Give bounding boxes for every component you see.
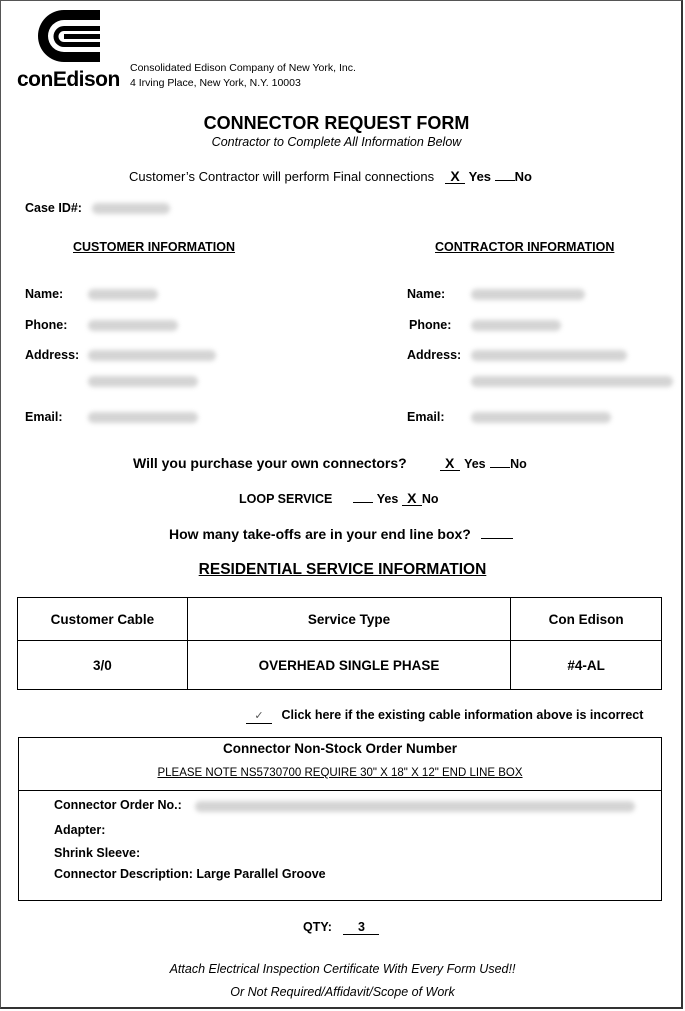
case-id-value-redacted	[92, 203, 170, 214]
residential-service-heading: RESIDENTIAL SERVICE INFORMATION	[198, 561, 487, 578]
customer-address-line1-redacted	[88, 350, 216, 361]
footer-line-2: Or Not Required/Affidavit/Scope of Work	[230, 985, 455, 999]
contractor-email-label: Email:	[407, 410, 445, 424]
column-header-customer-cable: Customer Cable	[18, 598, 188, 641]
final-connections-question: Customer’s Contractor will perform Final connections	[129, 169, 435, 184]
takeoffs-question: How many take-offs are in your end line box?	[169, 526, 471, 542]
connector-description-value: Large Parallel Groove	[196, 867, 326, 881]
residential-service-table	[17, 597, 662, 690]
company-address: 4 Irving Place, New York, N.Y. 10003	[130, 77, 301, 89]
purchase-yes-label: Yes	[464, 457, 486, 471]
cell-customer-cable: 3/0	[18, 641, 188, 690]
purchase-no-label: No	[510, 457, 527, 471]
brand-wordmark: conEdison	[17, 68, 120, 91]
loop-service-label: LOOP SERVICE	[239, 492, 333, 506]
qty-label: QTY:	[303, 920, 332, 934]
adapter-label: Adapter:	[54, 823, 106, 837]
contractor-info-heading: CONTRACTOR INFORMATION	[435, 240, 615, 254]
contractor-phone-label: Phone:	[409, 318, 452, 332]
customer-name-redacted	[88, 289, 158, 300]
qty-value[interactable]: 3	[343, 921, 379, 935]
takeoffs-answer[interactable]	[481, 538, 513, 539]
form-subtitle: Contractor to Complete All Information Below	[211, 135, 462, 149]
incorrect-cable-row	[246, 708, 643, 724]
loop-yes-label: Yes	[376, 492, 399, 506]
connector-order-no-label: Connector Order No.:	[54, 798, 182, 812]
customer-info-heading: CUSTOMER INFORMATION	[73, 240, 236, 254]
connector-order-box	[18, 737, 662, 901]
customer-email-label: Email:	[25, 410, 63, 424]
loop-yes-mark[interactable]	[353, 502, 373, 503]
customer-address-label: Address:	[25, 348, 80, 362]
cell-con-edison: #4-AL	[511, 641, 662, 690]
qty-row	[303, 920, 379, 935]
customer-phone-redacted	[88, 320, 178, 331]
purchase-connectors-question: Will you purchase your own connectors?	[133, 455, 407, 471]
final-no-mark[interactable]	[495, 180, 515, 181]
final-yes-mark[interactable]: X	[445, 170, 465, 184]
cell-service-type: OVERHEAD SINGLE PHASE	[187, 641, 510, 690]
column-header-service-type: Service Type	[187, 598, 510, 641]
purchase-connectors-row	[133, 455, 527, 473]
final-yes-label: Yes	[468, 169, 492, 184]
loop-no-label: No	[421, 492, 439, 506]
order-box-note: PLEASE NOTE NS5730700 REQUIRE 30" X 18" X 12" END LINE BOX	[157, 767, 523, 779]
table-header-row	[18, 598, 662, 641]
customer-address-line2-redacted	[88, 376, 198, 387]
shrink-sleeve-label: Shrink Sleeve:	[54, 846, 141, 860]
purchase-no-mark[interactable]	[490, 467, 510, 468]
incorrect-cable-checkbox[interactable]: ✓	[246, 710, 272, 724]
takeoffs-row	[169, 526, 513, 544]
order-box-divider	[19, 790, 661, 791]
case-id-label: Case ID#:	[25, 201, 82, 215]
con-edison-logo	[34, 8, 100, 64]
customer-email-redacted	[88, 412, 198, 423]
column-header-con-edison: Con Edison	[511, 598, 662, 641]
customer-name-label: Name:	[25, 287, 64, 301]
contractor-phone-redacted	[471, 320, 561, 331]
company-name: Consolidated Edison Company of New York, Inc.	[130, 62, 356, 74]
loop-service-row	[239, 492, 439, 506]
final-no-label: No	[514, 169, 532, 184]
footer-line-1: Attach Electrical Inspection Certificate With Every Form Used!!	[169, 962, 516, 976]
connector-order-no-row	[54, 798, 182, 812]
contractor-name-label: Name:	[407, 287, 446, 301]
contractor-name-redacted	[471, 289, 585, 300]
contractor-email-redacted	[471, 412, 611, 423]
connector-order-no-redacted	[195, 801, 635, 812]
contractor-address-label: Address:	[407, 348, 462, 362]
connector-description-label: Connector Description:	[54, 867, 193, 881]
purchase-yes-mark[interactable]: X	[440, 457, 460, 471]
customer-phone-label: Phone:	[25, 318, 68, 332]
contractor-address-line1-redacted	[471, 350, 627, 361]
order-box-title: Connector Non-Stock Order Number	[222, 741, 458, 756]
connector-description-row	[54, 867, 326, 881]
loop-no-mark[interactable]: X	[402, 492, 422, 506]
incorrect-cable-label[interactable]: Click here if the existing cable information above is incorrect	[281, 708, 644, 722]
form-title: CONNECTOR REQUEST FORM	[203, 113, 470, 133]
contractor-address-line2-redacted	[471, 376, 673, 387]
final-connections-row	[129, 169, 532, 184]
table-row	[18, 641, 662, 690]
